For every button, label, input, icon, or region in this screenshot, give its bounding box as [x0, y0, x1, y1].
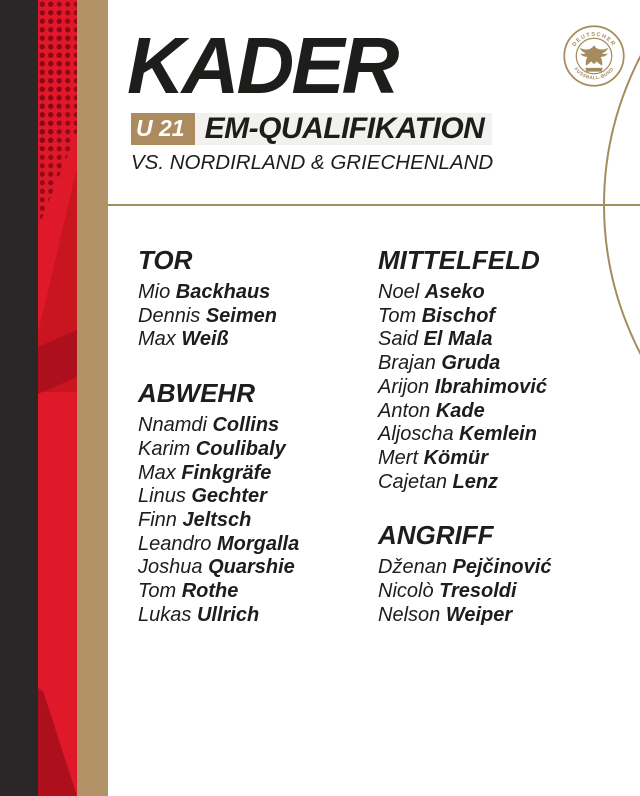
player-first-name: Cajetan [378, 470, 453, 493]
player-last-name: Kemlein [459, 423, 537, 446]
gold-horizontal-rule [107, 204, 640, 206]
player-list [138, 281, 378, 352]
section-angriff [378, 521, 551, 627]
header [127, 21, 494, 174]
crest-banner [585, 68, 603, 72]
page-title: KADER [127, 21, 397, 110]
player-last-name: El Mala [423, 328, 493, 351]
opponents-line: VS. NORDIRLAND & GRIECHENLAND [131, 151, 494, 174]
column-left [138, 246, 378, 654]
section-title: MITTELFELD [378, 245, 540, 275]
player-first-name: Brajan [378, 352, 442, 375]
player-list [378, 556, 551, 627]
player-first-name: Max [138, 328, 182, 351]
player-row [138, 305, 378, 329]
section-mittelfeld [378, 246, 551, 494]
svg-text:DEUTSCHER: DEUTSCHER [571, 31, 617, 48]
player-last-name: Kömür [423, 446, 489, 469]
player-list [378, 281, 551, 494]
player-first-name: Aljoscha [378, 423, 460, 446]
section-title: ANGRIFF [378, 520, 494, 551]
left-strip-red [38, 0, 77, 796]
player-first-name: Dženan [378, 556, 453, 579]
competition-row [131, 113, 492, 145]
squad-columns [138, 246, 551, 654]
player-last-name: Weiß [181, 328, 229, 351]
player-row [378, 556, 551, 580]
player-row [138, 414, 378, 438]
dfb-crest-logo [562, 24, 626, 88]
player-row [378, 376, 551, 400]
section-tor [138, 246, 378, 352]
player-last-name: Coulibaly [195, 437, 286, 460]
section-title: TOR [138, 245, 193, 275]
player-first-name: Nelson [378, 603, 446, 626]
player-first-name: Said [378, 328, 424, 351]
player-row [378, 471, 551, 495]
player-last-name: Jeltsch [182, 508, 252, 531]
player-first-name: Max [138, 461, 182, 484]
player-first-name: Noel [378, 281, 425, 303]
player-row [378, 352, 551, 376]
player-row [138, 438, 378, 462]
player-row [138, 533, 378, 557]
player-first-name: Joshua [138, 556, 209, 579]
player-last-name: Morgalla [216, 532, 300, 555]
player-first-name: Mio [138, 281, 176, 303]
player-last-name: Aseko [424, 281, 485, 303]
left-strip-tan [77, 0, 108, 796]
player-first-name: Nnamdi [138, 414, 213, 437]
player-row [378, 423, 551, 447]
column-right [378, 246, 551, 654]
player-last-name: Ullrich [196, 603, 260, 626]
player-first-name: Nicolò [378, 580, 440, 603]
player-first-name: Linus [138, 485, 192, 508]
player-row [378, 305, 551, 329]
player-last-name: Ibrahimović [434, 375, 547, 398]
player-last-name: Gechter [191, 485, 267, 508]
player-row [378, 604, 551, 628]
u21-badge: U 21 [131, 113, 195, 145]
player-last-name: Weiper [445, 603, 513, 626]
player-last-name: Collins [212, 414, 280, 437]
eagle-icon [580, 45, 609, 66]
player-first-name: Finn [138, 508, 183, 531]
player-row [138, 509, 378, 533]
competition-label: EM-QUALIFIKATION [204, 112, 485, 145]
svg-text:FUSSBALL-BUND: FUSSBALL-BUND [572, 67, 616, 82]
player-first-name: Lukas [138, 603, 197, 626]
player-last-name: Tresoldi [439, 580, 517, 603]
player-last-name: Lenz [452, 470, 499, 493]
player-row [378, 328, 551, 352]
player-first-name: Tom [378, 304, 422, 327]
section-abwehr [138, 379, 378, 627]
player-first-name: Anton [378, 399, 436, 422]
player-row [138, 485, 378, 509]
player-first-name: Tom [138, 580, 182, 603]
player-last-name: Finkgräfe [181, 461, 272, 484]
player-first-name: Dennis [138, 304, 206, 327]
player-row [378, 400, 551, 424]
player-first-name: Mert [378, 446, 424, 469]
player-last-name: Backhaus [175, 281, 271, 303]
player-last-name: Pejčinović [452, 556, 552, 579]
player-row [138, 281, 378, 305]
player-row [138, 556, 378, 580]
player-last-name: Bischof [421, 304, 496, 327]
player-row [378, 281, 551, 305]
player-row [378, 447, 551, 471]
dfb-crest-icon [562, 24, 626, 88]
player-last-name: Quarshie [208, 556, 295, 579]
player-first-name: Karim [138, 437, 196, 460]
player-row [378, 580, 551, 604]
section-title: ABWEHR [138, 378, 255, 409]
left-strip-black [0, 0, 38, 796]
player-first-name: Leandro [138, 532, 217, 555]
player-first-name: Arijon [378, 375, 435, 398]
player-last-name: Kade [435, 399, 485, 422]
player-row [138, 462, 378, 486]
player-row [138, 580, 378, 604]
player-list [138, 414, 378, 627]
player-row [138, 328, 378, 352]
player-last-name: Gruda [441, 352, 501, 375]
player-row [138, 604, 378, 628]
player-last-name: Seimen [205, 304, 277, 327]
player-last-name: Rothe [181, 580, 239, 603]
